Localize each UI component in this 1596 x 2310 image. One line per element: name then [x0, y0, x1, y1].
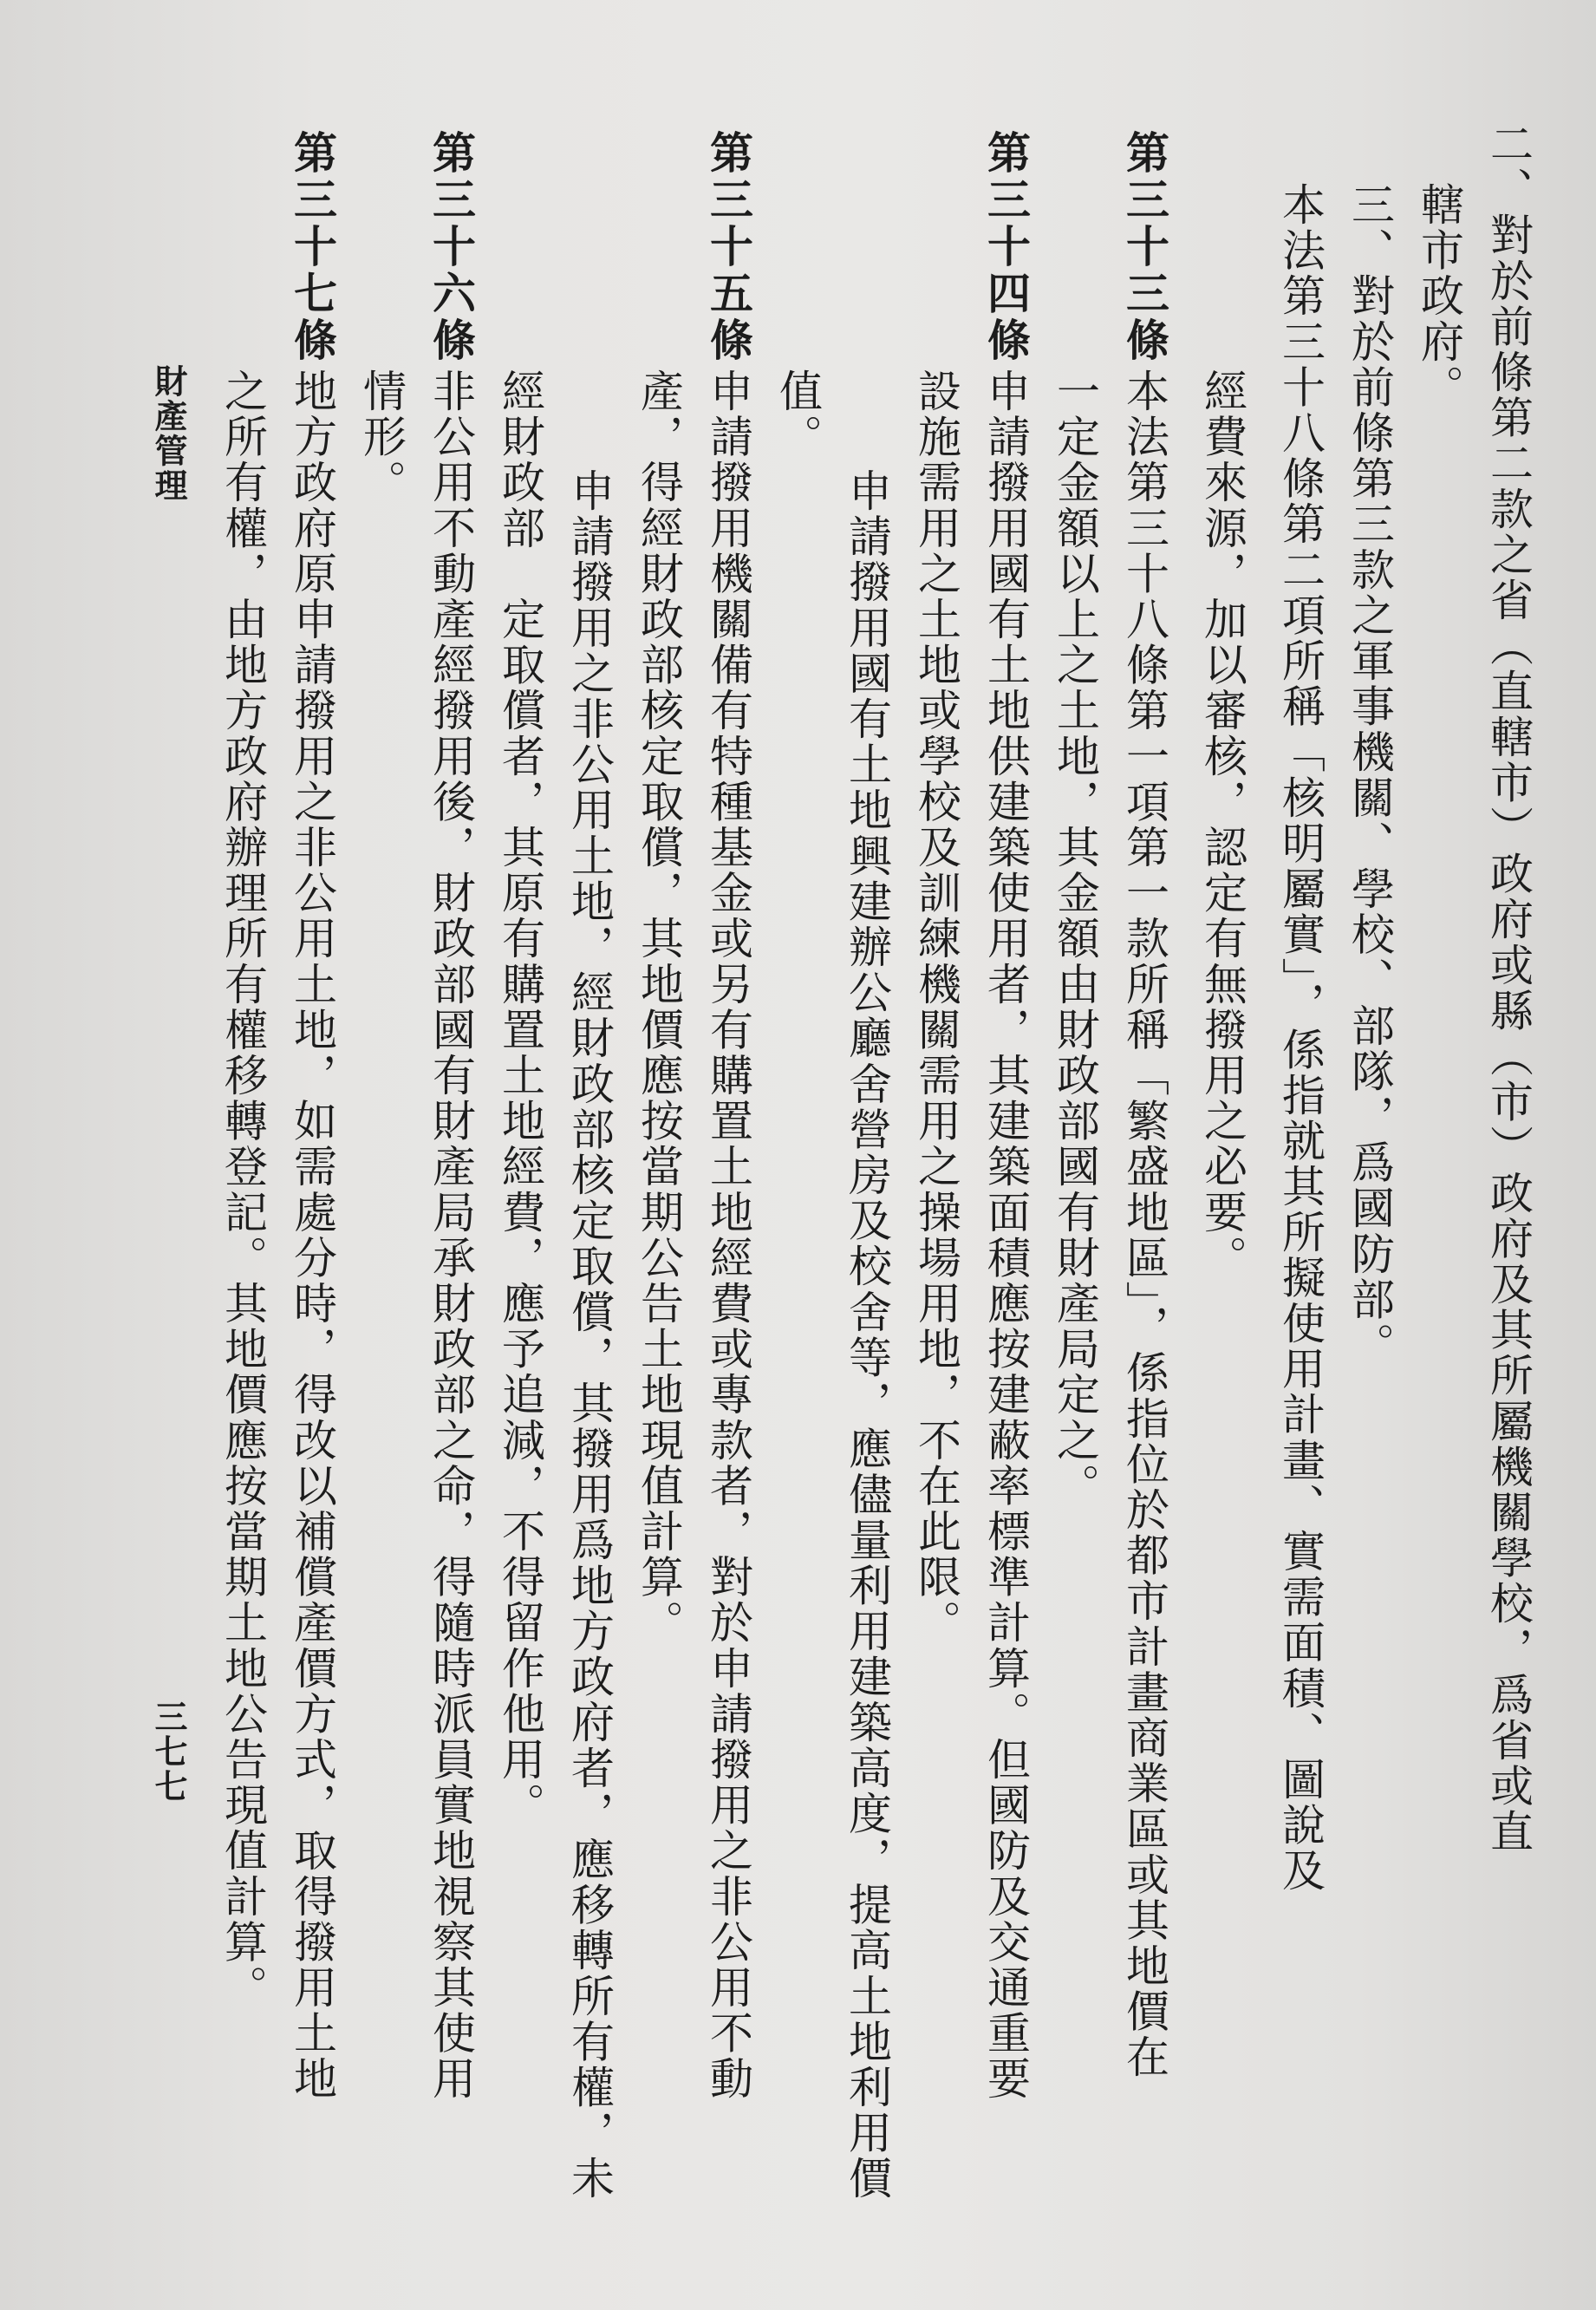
running-footer-section: 財產管理: [149, 364, 188, 503]
text-column: 地方政府原申請撥用之非公用土地，如需處分時，得改以補償產價方式，取得撥用土地: [287, 369, 337, 2102]
text-column: 一定金額以上之土地，其金額由財政部國有財產局定之。: [1050, 369, 1100, 1509]
text-column: 之所有權，由地方政府辦理所有權移轉登記。其地價應按當期土地公告現值計算。: [218, 369, 268, 2011]
text-column: 本法第三十八條第二項所稱「核明屬實」，係指就其所擬使用計畫、實需面積、圖說及: [1275, 182, 1326, 1894]
text-column: 本法第三十八條第一項第一款所稱「繁盛地區」，係指位於都市計畫商業區或其地價在: [1119, 369, 1169, 2080]
text-column: 經財政部 定取償者，其原有購置土地經費，應予追減，不得留作他用。: [495, 369, 545, 1829]
text-column: 申請撥用國有土地興建辦公廳舍營房及校舍等，應儘量利用建築高度，提高土地利用價: [842, 468, 892, 2202]
text-column: 設施需用之土地或學校及訓練機關需用之操場用地，不在此限。: [911, 369, 961, 1646]
article-heading: 第三十五條: [703, 130, 754, 364]
article-heading: 第三十三條: [1119, 130, 1170, 364]
text-column: 情形。: [356, 369, 407, 506]
text-column: 三、對於前條第三款之軍事機關、學校、部隊，爲國防部。: [1345, 182, 1395, 1368]
text-column: 申請撥用國有土地供建築使用者，其建築面積應按建蔽率標準計算。但國防及交通重要: [980, 369, 1031, 2102]
text-column: 二、對於前條第二款之省（直轄市）政府或縣（市）政府及其所屬機關學校，爲省或直: [1483, 121, 1534, 1855]
article-heading: 第三十四條: [980, 130, 1032, 364]
text-column: 經費來源，加以審核，認定有無撥用之必要。: [1197, 369, 1247, 1281]
text-column: 申請撥用機關備有特種基金或另有購置土地經費或專款者，對於申請撥用之非公用不動: [703, 369, 753, 2102]
text-column: 轄市政府。: [1414, 182, 1464, 410]
text-column: 產，得經財政部核定取償，其地價應按當期公告土地現值計算。: [634, 369, 684, 1646]
text-column: 申請撥用之非公用土地，經財政部核定取償，其撥用爲地方政府者，應移轉所有權，未: [564, 468, 615, 2202]
article-heading: 第三十七條: [287, 130, 338, 364]
page-number: 三七七: [149, 1700, 188, 1804]
text-column: 值。: [772, 369, 823, 460]
article-heading: 第三十六條: [426, 130, 477, 364]
text-column: 非公用不動產經撥用後，財政部國有財產局承財政部之命，得隨時派員實地視察其使用: [426, 369, 476, 2102]
